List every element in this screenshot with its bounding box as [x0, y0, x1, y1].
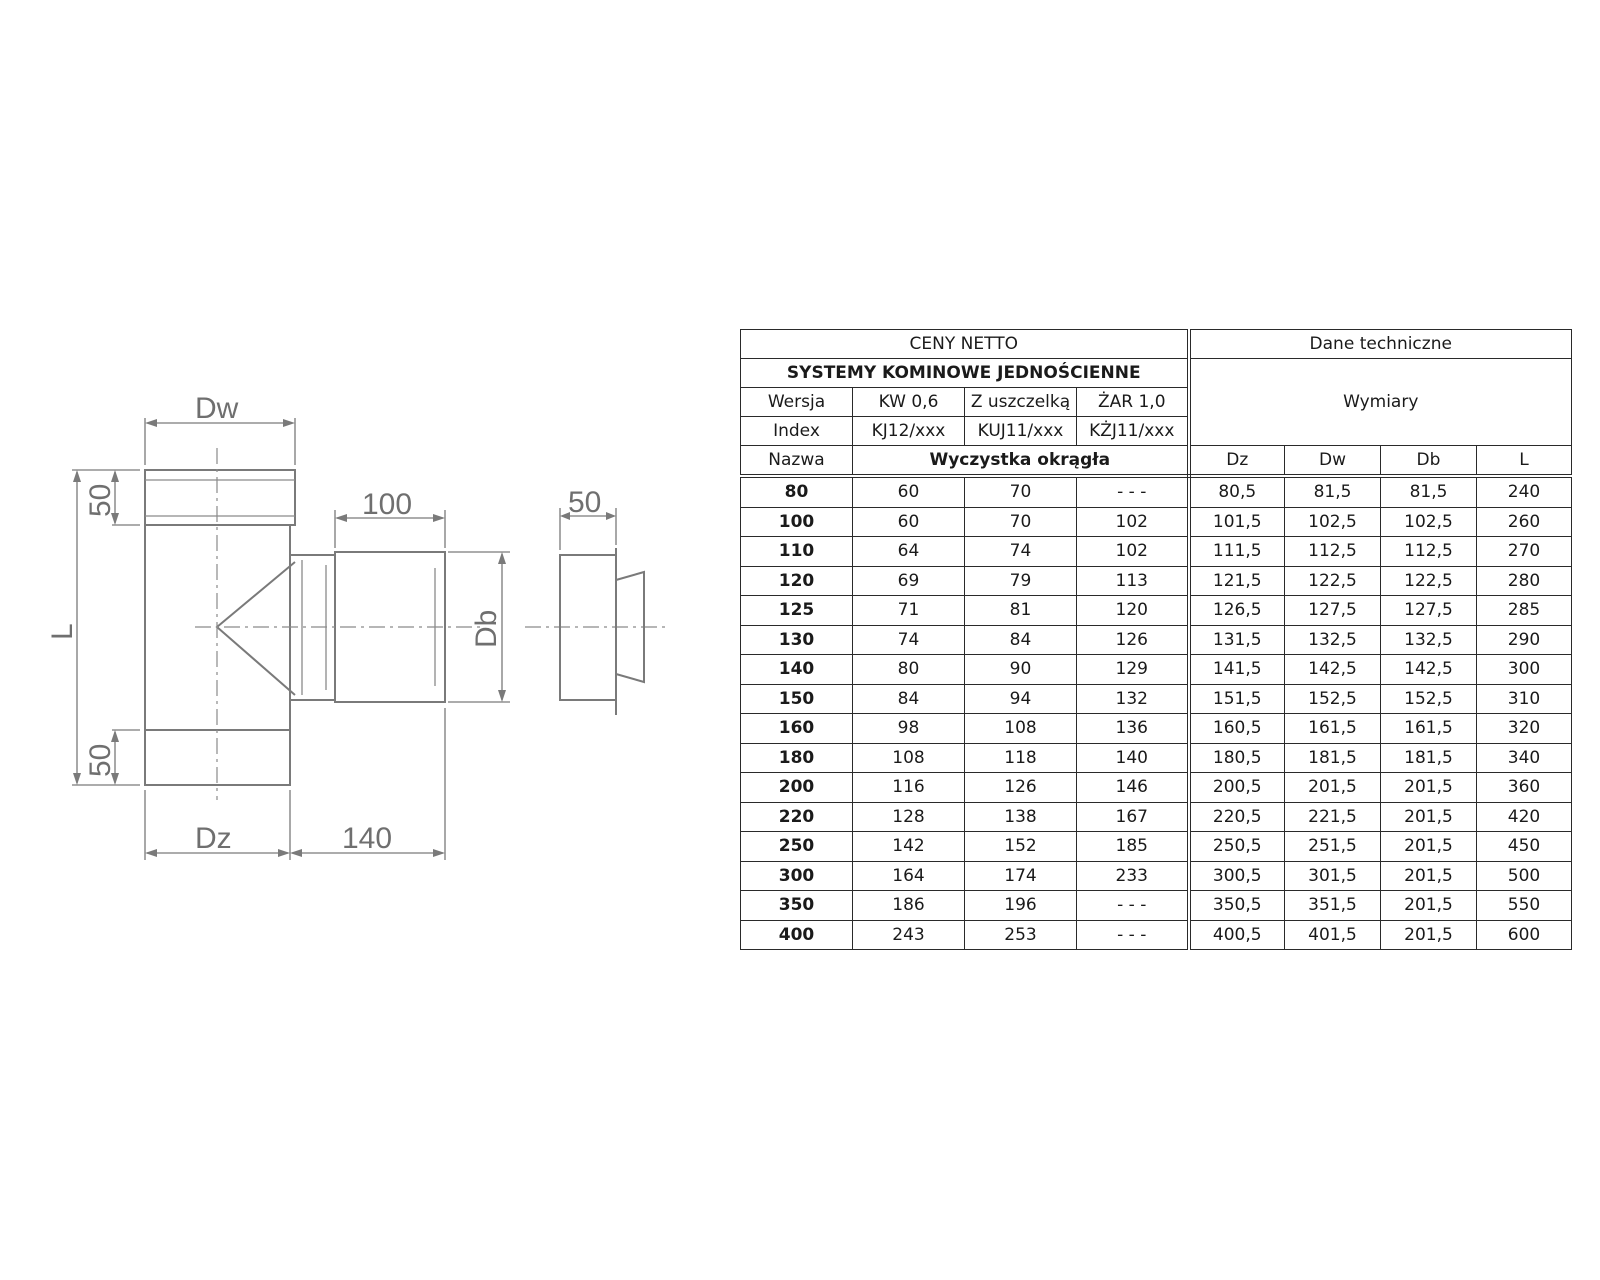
cell-nazwa: 250	[741, 832, 853, 862]
product-name: Wyczystka okrągła	[853, 446, 1189, 477]
cell-dz: 160,5	[1189, 714, 1285, 744]
table-row	[741, 773, 1572, 803]
cell-dz: 400,5	[1189, 920, 1285, 950]
cell-price-zar: 233	[1077, 861, 1189, 891]
table-row	[741, 655, 1572, 685]
cell-price-z-uszczelka: 174	[965, 861, 1077, 891]
cell-nazwa: 125	[741, 596, 853, 626]
cell-nazwa: 120	[741, 566, 853, 596]
cell-db: 201,5	[1381, 861, 1477, 891]
cell-price-zar: 167	[1077, 802, 1189, 832]
cell-nazwa: 200	[741, 773, 853, 803]
cell-price-kw: 142	[853, 832, 965, 862]
cell-price-zar: 140	[1077, 743, 1189, 773]
cell-price-z-uszczelka: 152	[965, 832, 1077, 862]
cell-l: 260	[1477, 507, 1572, 537]
cell-nazwa: 220	[741, 802, 853, 832]
spec-table	[740, 329, 1572, 950]
cell-price-z-uszczelka: 118	[965, 743, 1077, 773]
cell-dz: 300,5	[1189, 861, 1285, 891]
table-row	[741, 596, 1572, 626]
cell-price-zar: 120	[1077, 596, 1189, 626]
table-row	[741, 802, 1572, 832]
cell-price-z-uszczelka: 70	[965, 476, 1077, 507]
table-row	[741, 566, 1572, 596]
cell-db: 201,5	[1381, 832, 1477, 862]
cell-nazwa: 150	[741, 684, 853, 714]
cell-db: 132,5	[1381, 625, 1477, 655]
dim-dz-label: Dz	[195, 822, 232, 855]
dim-bottom-socket-label: 50	[84, 743, 117, 777]
cell-nazwa: 350	[741, 891, 853, 921]
table-row	[741, 861, 1572, 891]
cell-dw: 201,5	[1285, 773, 1381, 803]
cell-price-z-uszczelka: 90	[965, 655, 1077, 685]
cell-dw: 161,5	[1285, 714, 1381, 744]
cell-price-z-uszczelka: 81	[965, 596, 1077, 626]
cell-nazwa: 140	[741, 655, 853, 685]
cell-price-zar: 185	[1077, 832, 1189, 862]
cell-l: 340	[1477, 743, 1572, 773]
cell-nazwa: 160	[741, 714, 853, 744]
cell-price-z-uszczelka: 253	[965, 920, 1077, 950]
cell-dw: 142,5	[1285, 655, 1381, 685]
cell-l: 285	[1477, 596, 1572, 626]
cell-l: 420	[1477, 802, 1572, 832]
cell-price-z-uszczelka: 94	[965, 684, 1077, 714]
cell-nazwa: 300	[741, 861, 853, 891]
cell-nazwa: 180	[741, 743, 853, 773]
cell-price-z-uszczelka: 79	[965, 566, 1077, 596]
cell-dw: 181,5	[1285, 743, 1381, 773]
cell-l: 290	[1477, 625, 1572, 655]
cell-price-zar: 146	[1077, 773, 1189, 803]
dim-header-dz: Dz	[1189, 446, 1285, 477]
table-row	[741, 476, 1572, 507]
cell-price-kw: 80	[853, 655, 965, 685]
cell-nazwa: 80	[741, 476, 853, 507]
cell-price-zar: - - -	[1077, 476, 1189, 507]
table-row	[741, 714, 1572, 744]
cell-dz: 101,5	[1189, 507, 1285, 537]
cell-price-zar: 136	[1077, 714, 1189, 744]
wymiary-header: Wymiary	[1189, 359, 1572, 446]
cell-dz: 141,5	[1189, 655, 1285, 685]
cleaning-cap	[560, 548, 644, 715]
cell-db: 201,5	[1381, 920, 1477, 950]
cell-price-z-uszczelka: 84	[965, 625, 1077, 655]
dim-db-label: Db	[470, 609, 503, 648]
cell-dz: 350,5	[1189, 891, 1285, 921]
cell-dz: 151,5	[1189, 684, 1285, 714]
title-dane-techniczne: Dane techniczne	[1189, 330, 1572, 359]
dim-dw	[145, 392, 295, 465]
cell-l: 310	[1477, 684, 1572, 714]
index-label: Index	[741, 417, 853, 446]
cell-db: 142,5	[1381, 655, 1477, 685]
cell-db: 152,5	[1381, 684, 1477, 714]
cell-price-zar: - - -	[1077, 891, 1189, 921]
version-zar: ŻAR 1,0	[1077, 388, 1189, 417]
cell-dw: 127,5	[1285, 596, 1381, 626]
table-row	[741, 832, 1572, 862]
cell-price-z-uszczelka: 108	[965, 714, 1077, 744]
cell-nazwa: 130	[741, 625, 853, 655]
cell-price-z-uszczelka: 126	[965, 773, 1077, 803]
table-row	[741, 743, 1572, 773]
wersja-label: Wersja	[741, 388, 853, 417]
title-ceny-netto: CENY NETTO	[741, 330, 1189, 359]
cell-db: 201,5	[1381, 802, 1477, 832]
table-row	[741, 507, 1572, 537]
cell-dz: 200,5	[1189, 773, 1285, 803]
cell-price-zar: 102	[1077, 507, 1189, 537]
cell-price-kw: 108	[853, 743, 965, 773]
table-row	[741, 920, 1572, 950]
dim-cap-length-label: 50	[568, 486, 602, 519]
cell-dw: 112,5	[1285, 537, 1381, 567]
cell-dz: 121,5	[1189, 566, 1285, 596]
dim-l-label: L	[46, 623, 79, 640]
cell-dw: 132,5	[1285, 625, 1381, 655]
dim-top-socket	[84, 470, 140, 525]
cell-nazwa: 400	[741, 920, 853, 950]
cell-dz: 220,5	[1189, 802, 1285, 832]
cell-price-kw: 243	[853, 920, 965, 950]
cell-dw: 301,5	[1285, 861, 1381, 891]
cell-l: 320	[1477, 714, 1572, 744]
table-row	[741, 684, 1572, 714]
cell-db: 102,5	[1381, 507, 1477, 537]
inner-cone	[217, 562, 295, 695]
cell-price-kw: 164	[853, 861, 965, 891]
cell-db: 112,5	[1381, 537, 1477, 567]
dim-branch-offset-label: 140	[342, 822, 393, 855]
dim-header-db: Db	[1381, 446, 1477, 477]
index-zar: KŻJ11/xxx	[1077, 417, 1189, 446]
cell-price-z-uszczelka: 70	[965, 507, 1077, 537]
cell-dz: 111,5	[1189, 537, 1285, 567]
cell-dz: 180,5	[1189, 743, 1285, 773]
cell-dw: 351,5	[1285, 891, 1381, 921]
cell-dw: 221,5	[1285, 802, 1381, 832]
dim-branch-length	[335, 488, 445, 548]
cell-price-zar: 113	[1077, 566, 1189, 596]
cell-price-z-uszczelka: 138	[965, 802, 1077, 832]
cell-db: 161,5	[1381, 714, 1477, 744]
cell-price-zar: 132	[1077, 684, 1189, 714]
cell-dw: 251,5	[1285, 832, 1381, 862]
cell-db: 181,5	[1381, 743, 1477, 773]
cell-l: 270	[1477, 537, 1572, 567]
cell-price-kw: 116	[853, 773, 965, 803]
cell-price-kw: 84	[853, 684, 965, 714]
system-name: SYSTEMY KOMINOWE JEDNOŚCIENNE	[741, 359, 1189, 388]
cell-db: 127,5	[1381, 596, 1477, 626]
dim-header-l: L	[1477, 446, 1572, 477]
tee-drawing	[40, 390, 700, 910]
cell-price-z-uszczelka: 74	[965, 537, 1077, 567]
cell-dw: 152,5	[1285, 684, 1381, 714]
cell-nazwa: 100	[741, 507, 853, 537]
cell-l: 600	[1477, 920, 1572, 950]
cell-price-kw: 71	[853, 596, 965, 626]
cell-db: 201,5	[1381, 773, 1477, 803]
version-z-uszczelka: Z uszczelką	[965, 388, 1077, 417]
cell-price-kw: 74	[853, 625, 965, 655]
cell-l: 500	[1477, 861, 1572, 891]
cell-dz: 131,5	[1189, 625, 1285, 655]
cell-price-kw: 128	[853, 802, 965, 832]
cell-price-zar: 129	[1077, 655, 1189, 685]
cell-price-zar: 102	[1077, 537, 1189, 567]
index-kw: KJ12/xxx	[853, 417, 965, 446]
table-row	[741, 625, 1572, 655]
dim-header-dw: Dw	[1285, 446, 1381, 477]
cell-price-kw: 98	[853, 714, 965, 744]
cell-price-kw: 64	[853, 537, 965, 567]
cell-l: 360	[1477, 773, 1572, 803]
index-z-uszczelka: KUJ11/xxx	[965, 417, 1077, 446]
cell-dw: 401,5	[1285, 920, 1381, 950]
spec-table-container	[740, 329, 1572, 950]
dim-bottom-socket	[84, 730, 140, 785]
cell-l: 240	[1477, 476, 1572, 507]
cell-price-kw: 69	[853, 566, 965, 596]
dim-cap-length	[560, 486, 616, 550]
cell-db: 201,5	[1381, 891, 1477, 921]
cell-l: 450	[1477, 832, 1572, 862]
cell-db: 81,5	[1381, 476, 1477, 507]
cell-price-z-uszczelka: 196	[965, 891, 1077, 921]
dim-top-socket-label: 50	[84, 483, 117, 517]
cell-l: 280	[1477, 566, 1572, 596]
table-row	[741, 891, 1572, 921]
cell-price-kw: 60	[853, 476, 965, 507]
cell-l: 300	[1477, 655, 1572, 685]
cell-nazwa: 110	[741, 537, 853, 567]
cell-dz: 126,5	[1189, 596, 1285, 626]
cell-price-kw: 60	[853, 507, 965, 537]
cell-dz: 250,5	[1189, 832, 1285, 862]
cell-l: 550	[1477, 891, 1572, 921]
cell-dw: 81,5	[1285, 476, 1381, 507]
table-row	[741, 537, 1572, 567]
main-pipe	[145, 470, 295, 785]
cell-price-kw: 186	[853, 891, 965, 921]
nazwa-label: Nazwa	[741, 446, 853, 477]
cell-db: 122,5	[1381, 566, 1477, 596]
cell-price-zar: - - -	[1077, 920, 1189, 950]
version-kw: KW 0,6	[853, 388, 965, 417]
dim-dw-label: Dw	[195, 392, 239, 425]
cell-dw: 102,5	[1285, 507, 1381, 537]
cell-dw: 122,5	[1285, 566, 1381, 596]
cell-price-zar: 126	[1077, 625, 1189, 655]
dim-branch-length-label: 100	[362, 488, 413, 521]
cell-dz: 80,5	[1189, 476, 1285, 507]
